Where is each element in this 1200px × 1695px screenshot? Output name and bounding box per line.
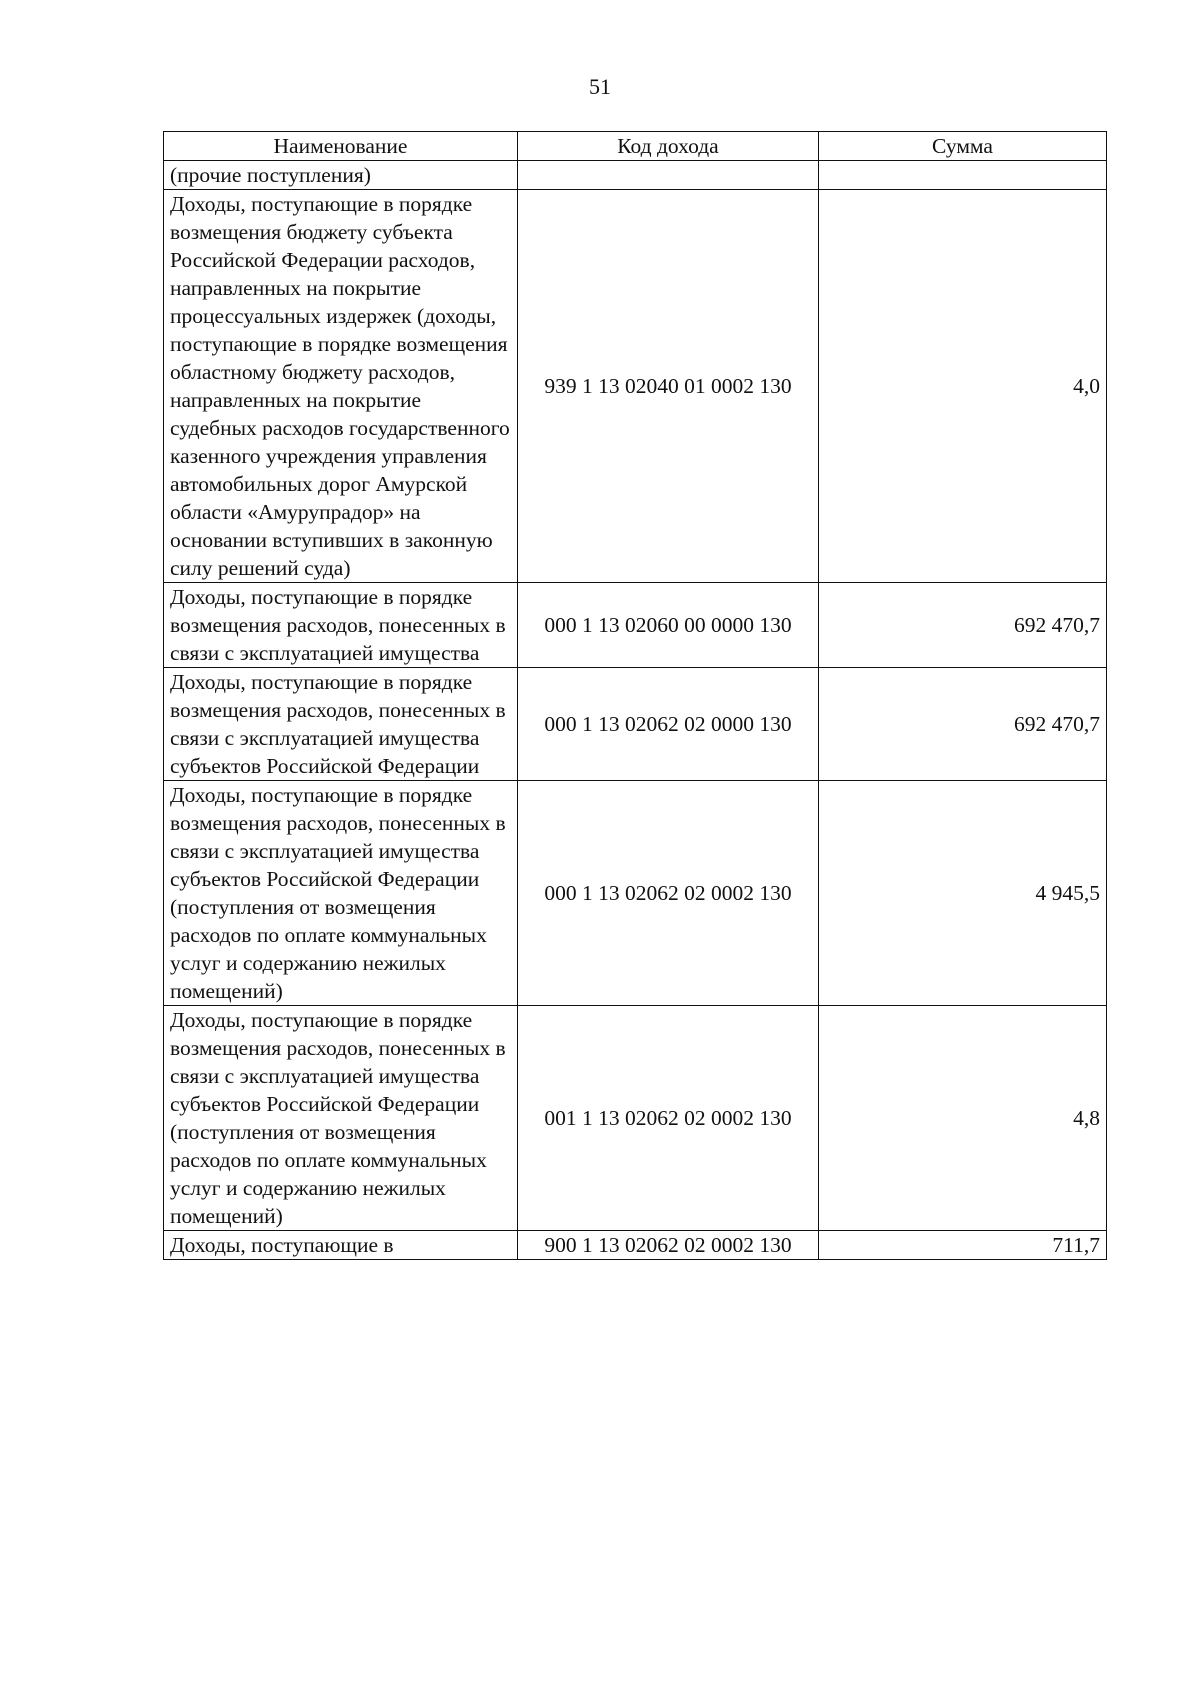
row-name: Доходы, поступающие в [164,1231,518,1260]
table-header-row [164,132,1107,161]
row-sum: 4,8 [819,1006,1107,1231]
row-name: (прочие поступления) [164,161,518,190]
row-name: Доходы, поступающие в порядке возмещения расходов, понесенных в связи с эксплуатацией имущества [164,583,518,668]
page-number: 51 [589,74,611,99]
row-name: Доходы, поступающие в порядке возмещения бюджету субъекта Российской Федерации расходов, направленных на покрытие процессуальных издержек (доходы, поступающие в порядке возмещения областному бюджету расходов, направленных на покрытие судебных расходов государственного казенного учреждения управления автомобильных дорог Амурской области «Амурупрадор» на основании вступивших в законную силу решений суда) [164,190,518,583]
row-code: 900 1 13 02062 02 0002 130 [518,1231,819,1260]
row-name: Доходы, поступающие в порядке возмещения расходов, понесенных в связи с эксплуатацией имущества субъектов Российской Федерации (поступления от возмещения расходов по оплате коммунальных услуг и содержанию нежилых помещений) [164,1006,518,1231]
row-sum [819,161,1107,190]
row-name: Доходы, поступающие в порядке возмещения расходов, понесенных в связи с эксплуатацией имущества субъектов Российской Федерации [164,668,518,781]
header-name: Наименование [164,132,518,161]
row-code: 000 1 13 02060 00 0000 130 [518,583,819,668]
row-sum: 711,7 [819,1231,1107,1260]
row-code: 001 1 13 02062 02 0002 130 [518,1006,819,1231]
table-row [164,190,1107,583]
table-row [164,161,1107,190]
row-sum: 4 945,5 [819,781,1107,1006]
row-code: 939 1 13 02040 01 0002 130 [518,190,819,583]
table-row [164,668,1107,781]
row-sum: 4,0 [819,190,1107,583]
row-code: 000 1 13 02062 02 0002 130 [518,781,819,1006]
table-row [164,1231,1107,1260]
row-code [518,161,819,190]
revenue-table [163,131,1107,1260]
row-sum: 692 470,7 [819,583,1107,668]
header-code: Код дохода [518,132,819,161]
table-row [164,781,1107,1006]
row-sum: 692 470,7 [819,668,1107,781]
row-code: 000 1 13 02062 02 0000 130 [518,668,819,781]
table-row [164,1006,1107,1231]
table-row [164,583,1107,668]
row-name: Доходы, поступающие в порядке возмещения расходов, понесенных в связи с эксплуатацией имущества субъектов Российской Федерации (поступления от возмещения расходов по оплате коммунальных услуг и содержанию нежилых помещений) [164,781,518,1006]
header-sum: Сумма [819,132,1107,161]
